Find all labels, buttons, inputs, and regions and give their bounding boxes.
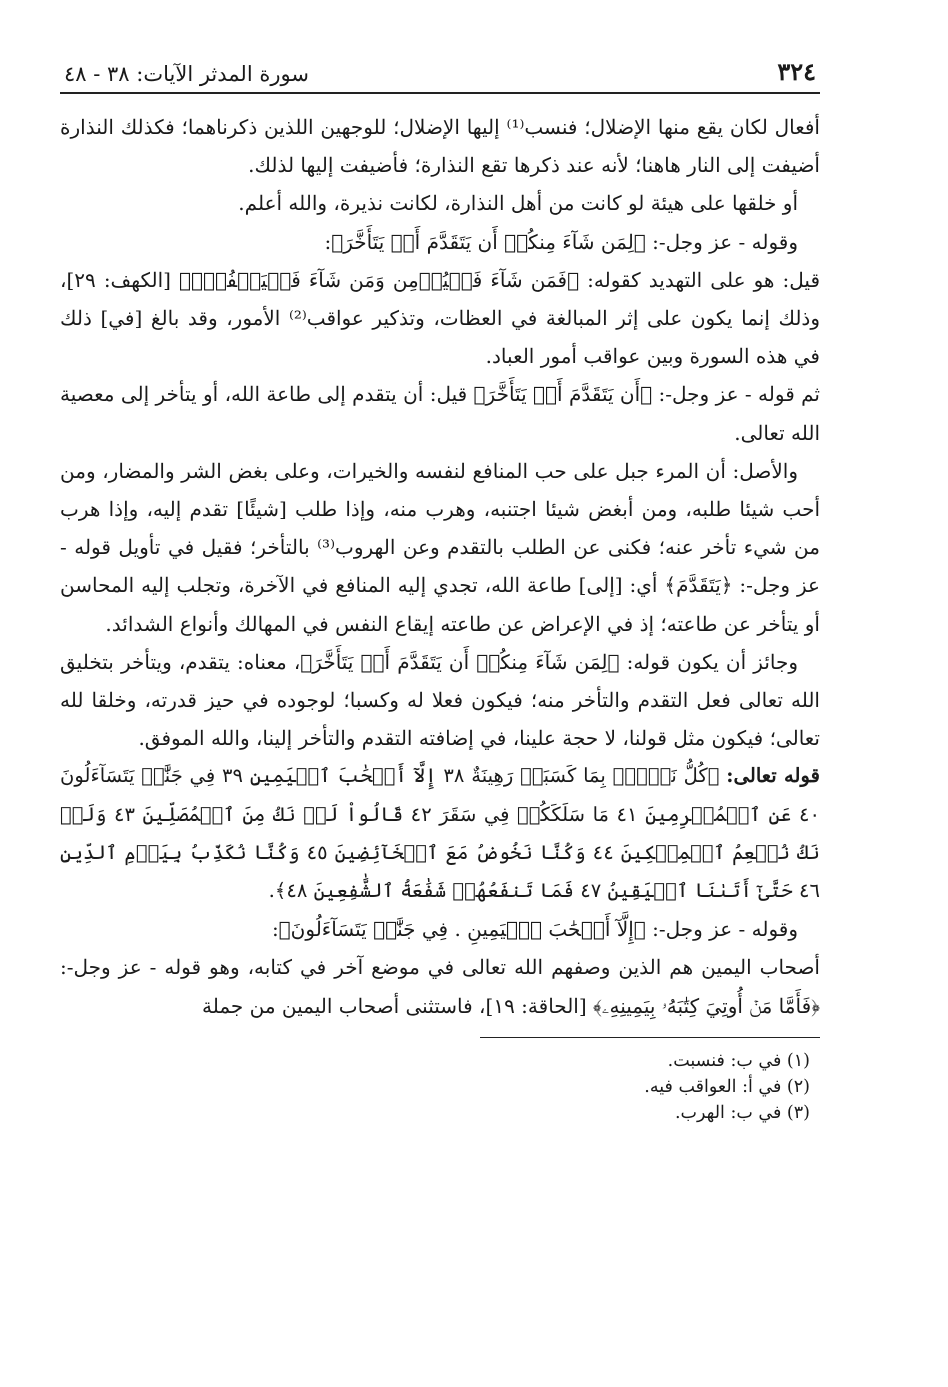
footnote: (٣) في ب: الهرب. [674,1102,810,1123]
paragraph: وقوله - عز وجل-: ﴿إِلَّآ أَصۡحَٰبَ ٱلۡيَمِينِ . فِي جَنَّٰتٖ يَتَسَآءَلُونَ﴾: [271,917,798,942]
verse-block [60,757,820,910]
footnote: (٢) في أ: العواقب فيه. [644,1076,810,1097]
verse-lead: قوله تعالى: [726,764,820,788]
footnote: (١) في ب: فنسبت. [667,1050,810,1071]
paragraph: أو خلقها على هيئة لو كانت من أهل النذارة، لكانت نذيرة، والله أعلم. [238,191,798,216]
paragraph: وجائز أن يكون قوله: ﴿لِمَن شَآءَ مِنكُمۡ أَن يَتَقَدَّمَ أَوۡ يَتَأَخَّرَ﴾، معناه: يتقدم، ويتأخر بتخليق الله تعالى فعل التقدم والتأخر منه؛ فيكون فعلا له وكسبا؛ لوجوده في حيز قدرته، وخلقا لله تعالى؛ فيكون مثل قولنا، لا حجة علينا، في إضافته التقدم والتأخر إلينا، والله الموفق. [60,649,820,751]
paragraph: قيل: هو على التهديد كقوله: ﴿فَمَن شَآءَ فَلۡيُؤۡمِن وَمَن شَآءَ فَلۡيَكۡفُرۡۚ﴾ [الكهف: ٢٩]، وذلك إنما يكون على إثر المبالغة في العظات، وتذكير عواقب⁽²⁾ الأمور، وقد بالغ [في] ذلك في هذه السورة وبين عواقب أمور العباد. [60,267,820,369]
paragraph: أفعال لكان يقع منها الإضلال؛ فنسب⁽¹⁾ إليها الإضلال؛ للوجهين اللذين ذكرناهما؛ فكذلك النذارة أضيفت إلى النار هاهنا؛ لأنه عند ذكرها تقع النذارة؛ فأضيفت إليها لذلك. [60,115,820,178]
paragraph: والأصل: أن المرء جبل على حب المنافع لنفسه والخيرات، وعلى بغض الشر والمضار، ومن أحب شيئا طلبه، ومن أبغض شيئا اجتنبه، وهرب منه، وإذا طلب [شيئًا] تقدم إليه، وإذا هرب من شيء تأخر عنه؛ فكنى عن الطلب بالتقدم وعن الهروب⁽³⁾ بالتأخر؛ فقيل في تأويل قوله - عز وجل-: ﴿يَتَقَدَّمَ﴾ أي: [إلى] طاعة الله، تجدي إليه المنافع في الآخرة، وتجلب إليه المحاسن أو يتأخر عن طاعته؛ إذ في الإعراض عن طاعته إيقاع النفس في المهالك وأنواع الشدائد. [60,458,820,636]
page-number: ٣٢٤ [777,57,816,86]
verse-text: ﴿كُلُّ نَفۡسِۭ بِمَا كَسَبَتۡ رَهِينَةٌ ٣٨ إِلَّآ أَصۡحَٰبَ ٱلۡيَمِينِ ٣٩ فِي جَنَّٰتٖ يَتَسَآءَلُونَ ٤٠ عَنِ ٱلۡمُجۡرِمِينَ ٤١ مَا سَلَكَكُمۡ فِي سَقَرَ ٤٢ قَالُواْ لَمۡ نَكُ مِنَ ٱلۡمُصَلِّينَ ٤٣ وَلَمۡ نَكُ نُطۡعِمُ ٱلۡمِسۡكِينَ ٤٤ وَكُنَّا نَخُوضُ مَعَ ٱلۡخَآئِضِينَ ٤٥ وَكُنَّا نُكَذِّبُ بِيَوۡمِ ٱلدِّينِ ٤٦ حَتَّىٰٓ أَتَىٰنَا ٱلۡيَقِينُ ٤٧ فَمَا تَنفَعُهُمۡ شَفَٰعَةُ ٱلشَّٰفِعِينَ ٤٨﴾. [60,764,821,903]
footnotes [60,1048,820,1126]
paragraph: أصحاب اليمين هم الذين وصفهم الله تعالى في موضع آخر في كتابه، وهو قوله - عز وجل-: ﴿فَأَمَّا مَنۡ أُوتِيَ كِتَٰبَهُۥ بِيَمِينِهِۦ﴾ [الحاقة: ١٩]، فاستثنى أصحاب اليمين من جملة [60,955,820,1018]
footnote-divider [480,1037,820,1038]
main-text [60,108,820,1025]
paragraph: ثم قوله - عز وجل-: ﴿أَن يَتَقَدَّمَ أَوۡ يَتَأَخَّرَ﴾ قيل: أن يتقدم إلى طاعة الله، أو يتأخر إلى معصية الله تعالى. [60,382,820,445]
paragraph: وقوله - عز وجل-: ﴿لِمَن شَآءَ مِنكُمۡ أَن يَتَقَدَّمَ أَوۡ يَتَأَخَّرَ﴾: [324,229,798,254]
book-page [60,52,820,1126]
running-title: سورة المدثر الآيات: ٣٨ - ٤٨ [64,62,309,86]
page-header [60,52,820,94]
